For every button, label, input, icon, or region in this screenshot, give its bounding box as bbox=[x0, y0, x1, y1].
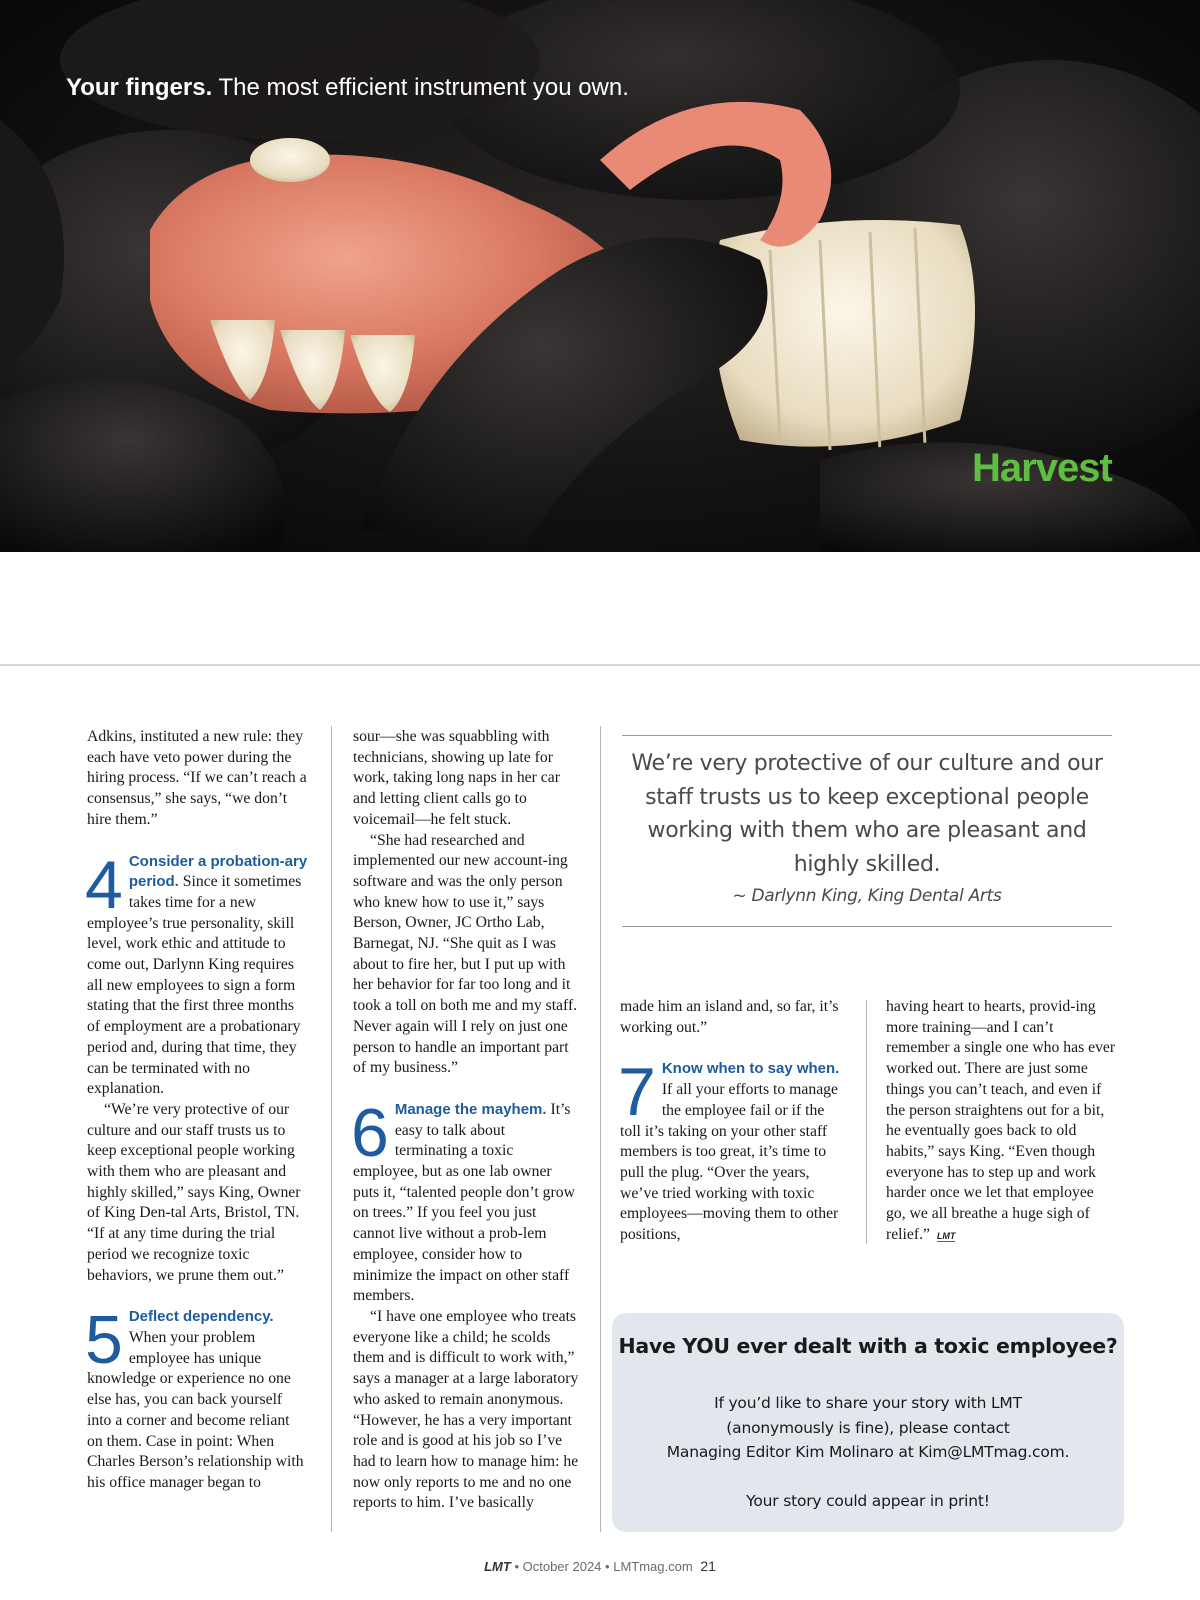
ad-headline-rest: The most efficient instrument you own. bbox=[212, 74, 629, 101]
tip-4 bbox=[85, 846, 309, 1100]
column-rule bbox=[331, 726, 332, 1532]
ad-headline bbox=[66, 74, 629, 102]
article-column-3 bbox=[620, 997, 840, 1246]
pull-quote-attribution: ~ Darlynn King, King Dental Arts bbox=[732, 886, 1002, 906]
paragraph: Adkins, instituted a new rule: they each have veto power during the hiring process. “If we can’t reach a consensus,” she says, “we don’t hire them.” bbox=[87, 728, 307, 828]
callout-box bbox=[612, 1313, 1124, 1532]
footer-publication: LMT bbox=[484, 1559, 511, 1574]
tip-6-heading: Manage the mayhem. bbox=[394, 1100, 547, 1118]
tip-5 bbox=[85, 1302, 309, 1493]
tip-5-heading: Deflect dependency. bbox=[128, 1308, 274, 1326]
tip-5-number: 5 bbox=[85, 1302, 123, 1379]
callout-line: If you’d like to share your story with LMT bbox=[714, 1394, 1022, 1412]
tip-4-number: 4 bbox=[85, 846, 123, 923]
article-column-1 bbox=[87, 727, 309, 1494]
callout-body bbox=[612, 1391, 1124, 1514]
callout-line: Your story could appear in print! bbox=[746, 1492, 990, 1510]
tip-6-text: It’s easy to talk about terminating a toxic employee, but as one lab owner puts it, “talented people don’t grow on trees.” If you feel you just cannot live without a prob-lem employee, consider how to minimize the impact on other staff members. bbox=[353, 1100, 575, 1305]
callout-email-line[interactable]: Managing Editor Kim Molinaro at Kim@LMTmag.com. bbox=[666, 1443, 1070, 1461]
tip-5-text: When your problem employee has unique knowledge or experience no one else has, you can back yourself into a corner and become reliant on them. Case in point: When Charles Berson’s relationship with his office manager began to bbox=[87, 1328, 304, 1491]
tip-7-text: If all your efforts to manage the employee fail or if the toll it’s taking on your other staff members is too great, it’s time to pull the plug. “Over the years, we’ve tried working with toxic employees—moving them to other positions, bbox=[620, 1081, 839, 1244]
callout-title: Have YOU ever dealt with a toxic employee? bbox=[618, 1334, 1118, 1358]
tip-7-heading: Know when to say when. bbox=[661, 1060, 840, 1078]
paragraph: “We’re very protective of our culture and our staff trusts us to keep exceptional people working with them who are pleasant and highly skilled,” says King, Owner of King Den-tal Arts, Bristol, TN. “If at any time during the trial period we recognize toxic behaviors, we prune them out.” bbox=[87, 1100, 301, 1284]
footer-separator: • bbox=[605, 1559, 610, 1574]
pull-quote-rule-top bbox=[622, 735, 1112, 736]
column-rule bbox=[600, 726, 601, 1532]
paragraph: “I have one employee who treats everyone like a child; he scolds them and is difficult to work with,” says a manager at a large laboratory who asked to remain anonymous. “However, he has a very important role and is good at his job so I’ve had to learn how to manage him: he now only reports to me and no one reports to him. I’ve basically bbox=[353, 1307, 579, 1512]
tip-7 bbox=[618, 1054, 840, 1245]
page-footer bbox=[0, 1558, 1200, 1574]
callout-line: (anonymously is fine), please contact bbox=[726, 1418, 1010, 1437]
end-of-article-mark: LMT bbox=[936, 1230, 956, 1241]
tip-4-text: Since it sometimes takes time for a new employee’s true personality, skill level, work ethic and attitude to come out, Darlynn King requires all new employees to sign a form stating that the first three months of employment are a probationary period and, during that time, they can be terminated with no explanation. bbox=[87, 873, 302, 1098]
harvest-logo: Harvest bbox=[972, 446, 1112, 490]
tip-6 bbox=[351, 1094, 581, 1307]
paragraph: made him an island and, so far, it’s working out.” bbox=[620, 998, 839, 1036]
article-column-4 bbox=[886, 997, 1116, 1245]
tip-4-heading: Consider a probation-ary period. bbox=[128, 852, 308, 891]
paragraph: “She had researched and implemented our new account-ing software and was the only person who knew how to use it,” says Berson, Owner, JC Ortho Lab, Barnegat, NJ. “She quit as I was about to fire her, but I put up with her behavior for far too long and it took a toll on both me and my staff. Never again will I rely on just one person to handle an important part of my business.” bbox=[353, 831, 578, 1077]
pull-quote-rule-bottom bbox=[622, 926, 1112, 927]
footer-separator: • bbox=[514, 1559, 519, 1574]
footer-site-link[interactable]: LMTmag.com bbox=[613, 1559, 693, 1574]
footer-issue: October 2024 bbox=[522, 1559, 602, 1574]
column-rule bbox=[866, 1000, 867, 1244]
ad-headline-bold: Your fingers. bbox=[66, 74, 213, 101]
advertisement-banner bbox=[0, 0, 1200, 552]
article-column-2 bbox=[353, 727, 581, 1514]
pull-quote-text: We’re very protective of our culture and our staff trusts us to keep exceptional people working with them who are pleasant and highly skilled. bbox=[631, 751, 1103, 877]
section-divider bbox=[0, 664, 1200, 666]
page-number: 21 bbox=[700, 1558, 716, 1574]
paragraph bbox=[886, 997, 1116, 1245]
tip-7-number: 7 bbox=[618, 1054, 656, 1131]
paragraph-text: having heart to hearts, provid-ing more training—and I can’t remember a single one who has ever worked out. There are just some things you can’t teach, and even if the person straightens out for a bit, he eventually goes back to old habits,” says King. “Even though everyone has to step up and work harder once we let that employee go, we all breathe a huge sigh of relief.” bbox=[886, 998, 1116, 1243]
paragraph: sour—she was squabbling with technicians, showing up late for work, taking long naps in her car and letting client calls go to voicemail—he felt stuck. bbox=[353, 728, 560, 828]
tip-6-number: 6 bbox=[351, 1094, 389, 1171]
